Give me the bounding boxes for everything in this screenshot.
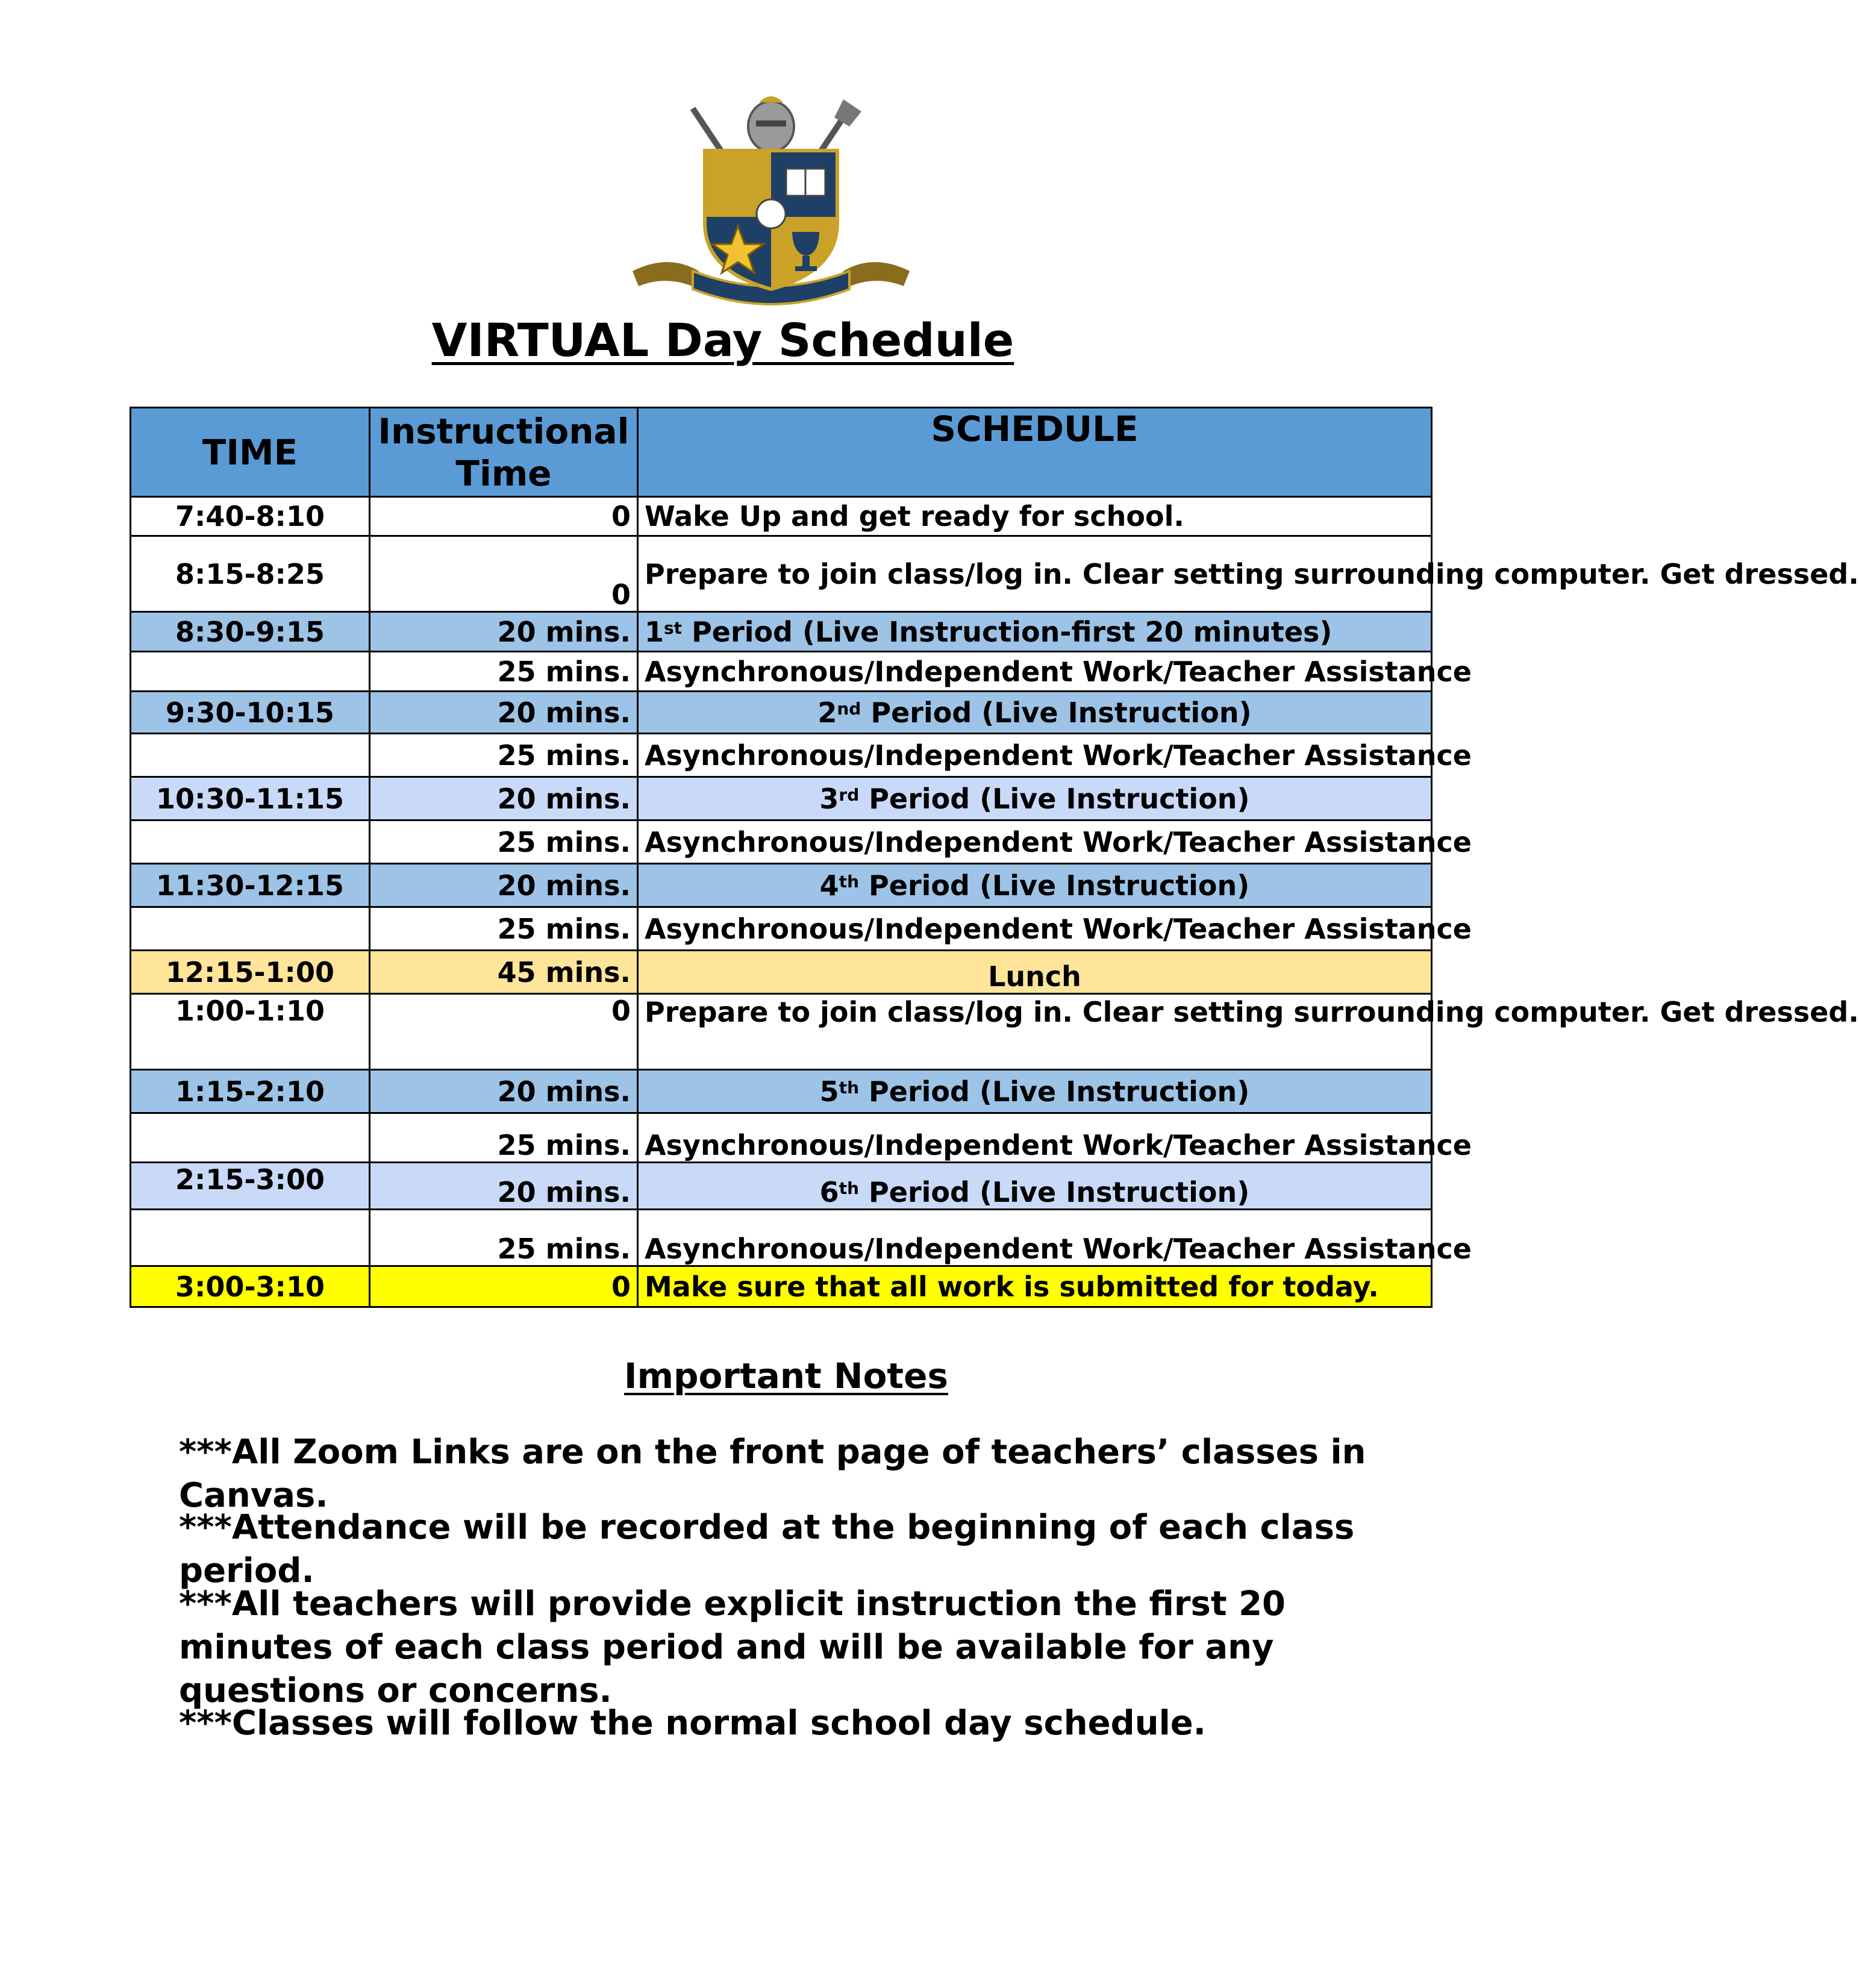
instr-cell: 45 mins. (370, 951, 638, 994)
table-row (131, 652, 1432, 692)
note-item: ***All Zoom Links are on the front page of teachers’ classes in Canvas. (179, 1433, 1366, 1515)
schedule-cell: Asynchronous/Independent Work/Teacher Assistance (638, 821, 1432, 864)
table-row (131, 864, 1432, 907)
period-suffix: nd (837, 698, 861, 719)
time-cell: 8:30-9:15 (131, 612, 370, 652)
instr-cell: 0 (370, 536, 638, 612)
period-suffix: st (664, 617, 683, 638)
header-time: TIME (131, 408, 370, 497)
schedule-cell (638, 692, 1432, 734)
period-text: Period (Live Instruction) (869, 869, 1250, 902)
time-cell (131, 1113, 370, 1163)
instr-cell: 25 mins. (370, 734, 638, 777)
time-cell: 3:00-3:10 (131, 1266, 370, 1307)
period-suffix: th (839, 1077, 860, 1098)
note-item: ***Classes will follow the normal school day schedule. (179, 1704, 1207, 1743)
time-cell: 7:40-8:10 (131, 497, 370, 536)
table-row (131, 734, 1432, 777)
instr-cell: 25 mins. (370, 652, 638, 692)
schedule-cell (638, 777, 1432, 821)
schedule-cell (638, 1163, 1432, 1210)
instr-cell: 25 mins. (370, 821, 638, 864)
time-cell (131, 1210, 370, 1266)
table-row (131, 994, 1432, 1070)
instr-cell: 20 mins. (370, 777, 638, 821)
schedule-cell (638, 612, 1432, 652)
schedule-cell: Asynchronous/Independent Work/Teacher Assistance (638, 1113, 1432, 1163)
table-row (131, 1266, 1432, 1307)
schedule-cell: Asynchronous/Independent Work/Teacher Assistance (638, 1210, 1432, 1266)
instr-cell: 20 mins. (370, 612, 638, 652)
schedule-cell: Make sure that all work is submitted for today. (638, 1266, 1432, 1307)
header-schedule: SCHEDULE (638, 408, 1432, 497)
instr-cell: 20 mins. (370, 864, 638, 907)
period-suffix: th (839, 1178, 860, 1198)
instr-cell: 20 mins. (370, 692, 638, 734)
instr-cell: 0 (370, 497, 638, 536)
period-number: 5 (819, 1075, 839, 1108)
period-number: 6 (819, 1176, 839, 1208)
time-cell: 2:15-3:00 (131, 1163, 370, 1210)
time-cell (131, 652, 370, 692)
note-item: ***Attendance will be recorded at the beginning of each class period. (179, 1508, 1355, 1590)
table-row (131, 1163, 1432, 1210)
period-number: 3 (819, 782, 839, 815)
instr-cell: 25 mins. (370, 1113, 638, 1163)
table-row (131, 821, 1432, 864)
table-row (131, 1210, 1432, 1266)
time-cell (131, 734, 370, 777)
period-text: Period (Live Instruction) (869, 782, 1250, 815)
table-header-row (131, 408, 1432, 497)
period-number: 2 (817, 696, 837, 729)
table-row (131, 907, 1432, 951)
schedule-cell: Asynchronous/Independent Work/Teacher Assistance (638, 652, 1432, 692)
period-text: Period (Live Instruction) (869, 1075, 1250, 1108)
instr-cell: 25 mins. (370, 1210, 638, 1266)
table-row (131, 536, 1432, 612)
schedule-table (130, 407, 1859, 1308)
school-crest-logo (620, 90, 922, 319)
schedule-cell: Asynchronous/Independent Work/Teacher Assistance (638, 907, 1432, 951)
time-cell: 1:00-1:10 (131, 994, 370, 1070)
period-suffix: th (839, 871, 860, 892)
schedule-cell: Prepare to join class/log in. Clear setting surrounding computer. Get dressed. (638, 536, 1432, 612)
table-row (131, 1113, 1432, 1163)
instr-cell: 0 (370, 1266, 638, 1307)
important-notes-title: Important Notes (623, 1355, 949, 1396)
time-cell: 1:15-2:10 (131, 1070, 370, 1113)
table-row (131, 951, 1432, 994)
period-text: Period (Live Instruction) (870, 696, 1252, 729)
time-cell: 11:30-12:15 (131, 864, 370, 907)
table-row (131, 777, 1432, 821)
table-row (131, 692, 1432, 734)
instr-cell: 0 (370, 994, 638, 1070)
instr-cell: 25 mins. (370, 907, 638, 951)
period-text: Period (Live Instruction-first 20 minutes) (692, 615, 1333, 648)
table-row (131, 612, 1432, 652)
time-cell (131, 821, 370, 864)
schedule-cell: Lunch (638, 951, 1432, 994)
note-item: ***All teachers will provide explicit instruction the first 20 minutes of each class period and will be available for any questions or concerns. (179, 1584, 1286, 1710)
schedule-cell (638, 864, 1432, 907)
period-text: Period (Live Instruction) (869, 1176, 1250, 1208)
page-title: VIRTUAL Day Schedule (431, 313, 1014, 367)
table-row (131, 1070, 1432, 1113)
time-cell (131, 907, 370, 951)
time-cell: 8:15-8:25 (131, 536, 370, 612)
period-number: 1 (645, 615, 664, 648)
schedule-cell: Wake Up and get ready for school. (638, 497, 1432, 536)
schedule-cell (638, 1070, 1432, 1113)
period-suffix: rd (839, 784, 860, 805)
schedule-cell: Prepare to join class/log in. Clear setting surrounding computer. Get dressed. (638, 994, 1432, 1070)
header-instructional-time: Instructional Time (370, 408, 638, 497)
period-number: 4 (819, 869, 839, 902)
schedule-cell: Asynchronous/Independent Work/Teacher Assistance (638, 734, 1432, 777)
instr-cell: 20 mins. (370, 1070, 638, 1113)
table-row (131, 497, 1432, 536)
time-cell: 9:30-10:15 (131, 692, 370, 734)
time-cell: 12:15-1:00 (131, 951, 370, 994)
time-cell: 10:30-11:15 (131, 777, 370, 821)
instr-cell: 20 mins. (370, 1163, 638, 1210)
